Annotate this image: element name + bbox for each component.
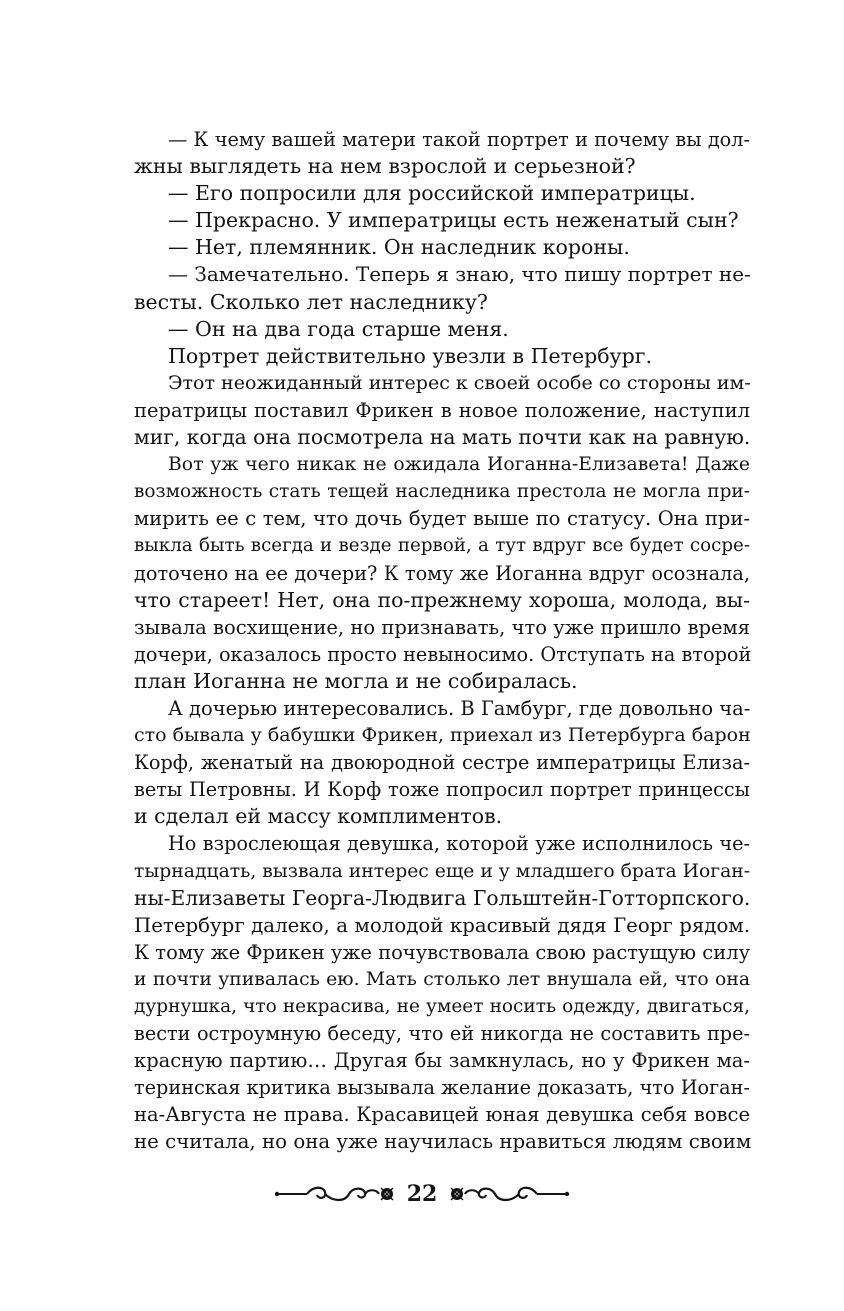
text-line: — Его попросили для российской императрицы.: [168, 181, 696, 206]
text-line: веты Петровны. И Корф тоже попросил портрет принцессы: [134, 778, 750, 802]
text-line: тырнадцать, вызвала интерес еще и у младшего брата Иоган-: [134, 860, 751, 882]
text-line: — Он на два года старше меня.: [168, 316, 509, 341]
text-line: зывала восхищение, но признавать, что уже пришло время: [134, 615, 750, 639]
page-number: 22: [406, 1181, 438, 1207]
text-line: ператрицы поставил Фрикен в новое положение, наступил: [134, 398, 750, 422]
text-line: красную партию… Другая бы замкнулась, но у Фрикен ма-: [134, 1049, 750, 1073]
page-footer: [0, 1174, 844, 1214]
text-line: вести остроумную беседу, что ей никогда не составить пре-: [134, 1022, 750, 1046]
text-line: Вот уж чего никак не ожидала Иоганна-Елизавета! Даже: [168, 454, 750, 476]
text-line: теринская критика вызывала желание доказать, что Иоган-: [134, 1076, 750, 1100]
text-line: весты. Сколько лет наследнику?: [134, 289, 488, 314]
text-line: — Нет, племянник. Он наследник короны.: [168, 235, 630, 260]
text-line: Корф, женатый на двоюродной сестре императрицы Елиза-: [134, 751, 750, 775]
text-line: ны-Елизаветы Георга-Людвига Гольштейн-Готторпского.: [134, 885, 751, 910]
text-line: Но взрослеющая девушка, которой уже исполнилось че-: [168, 832, 750, 856]
text-line: Портрет действительно увезли в Петербург.: [168, 343, 652, 368]
text-line: — Замечательно. Теперь я знаю, что пишу портрет не-: [168, 262, 751, 287]
scroll-flourish-icon: [447, 1182, 571, 1206]
text-line: дурнушка, что некрасива, не умеет носить одежду, двигаться,: [134, 996, 750, 1017]
text-line: Этот неожиданный интерес к своей особе со стороны им-: [168, 371, 751, 394]
text-line: и почти упивалась ею. Мать столько лет внушала ей, что она: [134, 968, 750, 990]
text-line: миг, когда она посмотрела на мать почти как на равную.: [134, 425, 751, 450]
text-line: и сделал ей массу комплиментов.: [134, 804, 503, 829]
scroll-flourish-icon: [273, 1182, 397, 1206]
text-line: — К чему вашей матери такой портрет и почему вы дол-: [168, 128, 750, 151]
text-line: Петербург далеко, а молодой красивый дядя Георг рядом.: [134, 913, 750, 937]
text-line: мирить ее с тем, что дочь будет выше по статусу. Она при-: [134, 507, 750, 531]
text-line: выкла быть всегда и везде первой, а тут вдруг все будет сосре-: [134, 535, 750, 557]
text-line: на-Августа не права. Красавицей юная девушка себя вовсе: [134, 1103, 750, 1127]
text-line: — Прекрасно. У императрицы есть неженатый сын?: [168, 208, 739, 233]
body-text: [134, 126, 750, 1156]
text-line: доточено на ее дочери? К тому же Иоганна вдруг осознала,: [134, 561, 750, 585]
text-line: жны выглядеть на нем взрослой и серьезной?: [134, 154, 636, 179]
text-line: К тому же Фрикен уже почувствовала свою растущую силу: [134, 940, 751, 964]
text-line: возможность стать тещей наследника престола не могла при-: [134, 481, 750, 503]
text-line: сто бывала у бабушки Фрикен, приехал из Петербурга барон: [134, 724, 751, 747]
text-line: план Иоганна не могла и не собиралась.: [134, 668, 578, 693]
text-line: дочери, оказалось просто невыносимо. Отступать на второй: [134, 642, 752, 666]
text-line: А дочерью интересовались. В Гамбург, где довольно ча-: [168, 696, 751, 720]
text-line: что стареет! Нет, она по-прежнему хороша, молода, вы-: [134, 587, 750, 612]
text-line: не считала, но она уже научилась нравиться людям своим: [134, 1130, 752, 1154]
